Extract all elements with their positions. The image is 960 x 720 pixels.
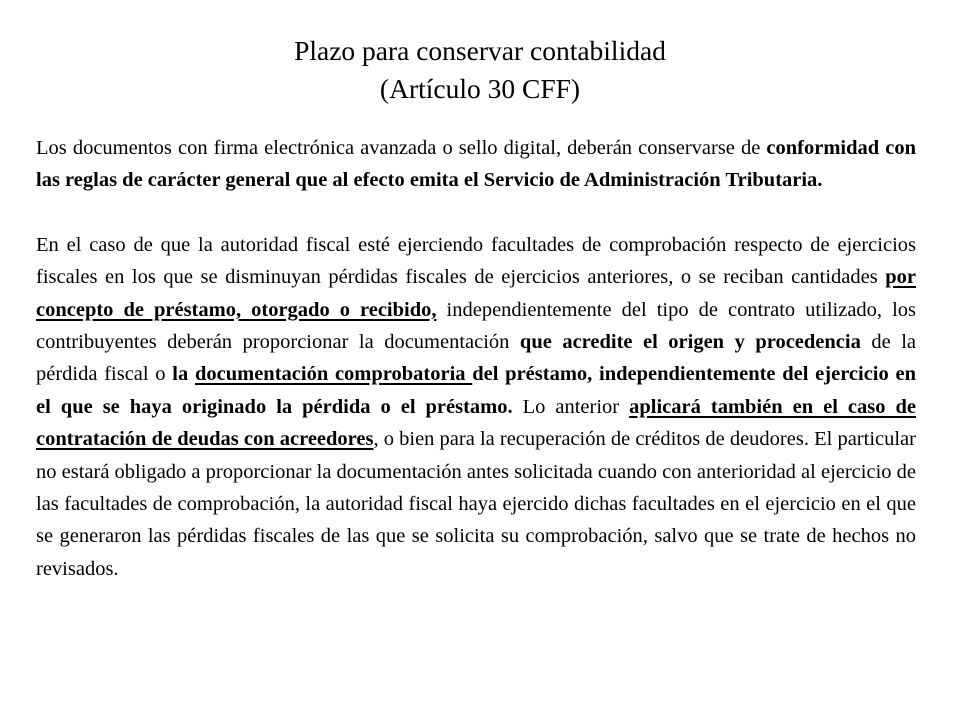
p2-text-e: , o bien para la recuperación de créditos de deudores. El particular no estará obligado a proporcionar la documentación antes solicitada cuando con anterioridad al ejercicio de las facultades de comprobación, la autoridad fiscal haya ejercido dichas facultades en el ejercicio en el que se generaron las pérdidas fiscales de las que se solicita su comprobación, salvo que se trate de hechos no revisados. [36,428,916,580]
body-text [36,132,916,585]
p1-text: Los documentos con firma electrónica avanzada o sello digital, deberán conservarse de [36,137,767,159]
p2-underlined-documentacion: documentación comprobatoria [194,363,473,386]
p2-text-b: independientemente del tipo de contrato utilizado, los contribuyentes deberán proporcionar la documentación [36,298,916,354]
paragraph-2 [36,229,916,585]
p2-text-a: En el caso de que la autoridad fiscal esté ejerciendo facultades de comprobación respecto de ejercicios fiscales en los que se disminuyan pérdidas fiscales de ejercicios anteriores, o se reciban cantidades [36,233,916,289]
p2-bold-origen: que acredite el origen y procedencia [519,331,861,354]
page-title [0,32,960,108]
title-line-1: Plazo para conservar contabilidad [294,35,666,66]
p2-underlined-aplicara: aplicará también en el caso de contratación de deudas con acreedores [36,395,916,451]
p2-bold-la: la [172,363,195,386]
p2-bold-prestamo: del préstamo, independientemente del ejercicio en el que se haya originado la pérdida o el préstamo. [36,363,916,418]
p1-bold-text: conformidad con las reglas de carácter general que al efecto emita el Servicio de Administración Tributaria. [36,137,917,192]
p2-text-d: Lo anterior [512,395,630,418]
paragraph-1 [36,132,916,197]
p2-text-c: de la pérdida fiscal o [36,331,916,386]
title-line-2: (Artículo 30 CFF) [379,73,581,104]
p2-underlined-prestamo: por concepto de préstamo, otorgado o recibido, [36,266,916,321]
